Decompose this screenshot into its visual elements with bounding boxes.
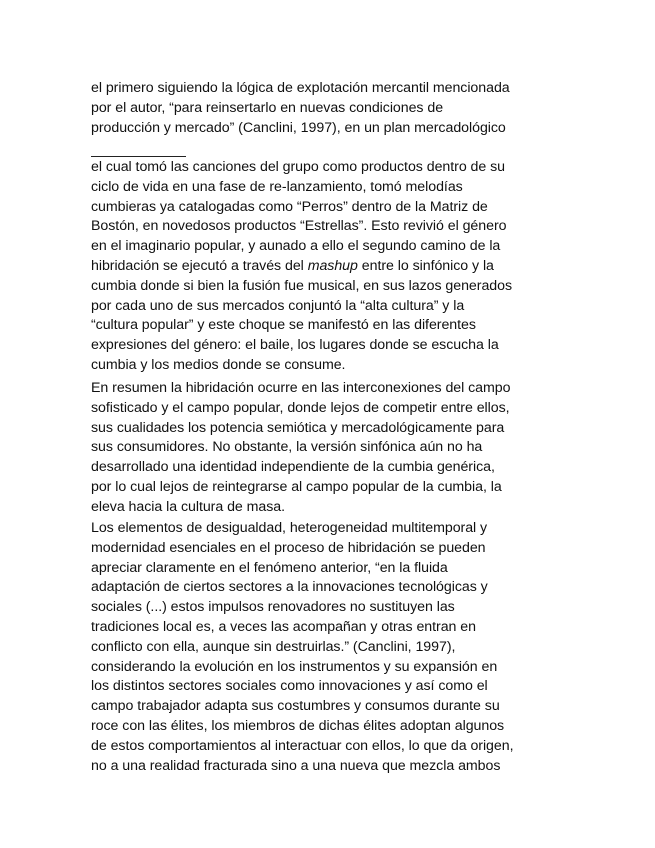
- text-line: no a una realidad fracturada sino a una nueva que mezcla ambos: [91, 757, 501, 774]
- paragraph-1: [91, 79, 571, 138]
- text-line: eleva hacia la cultura de masa.: [91, 498, 286, 515]
- text-line: conflicto con ella, aunque sin destruirlas.” (Canclini, 1997),: [91, 638, 456, 655]
- text-line: producción y mercado” (Canclini, 1997), en un plan mercadológico: [91, 119, 506, 136]
- italic-term: mashup: [307, 257, 358, 274]
- text-line: tradiciones local es, a veces las acompañan y otras entran en: [91, 618, 476, 635]
- text-line: “cultura popular” y este choque se manifestó en las diferentes: [91, 317, 476, 334]
- text-line: apreciar claramente en el fenómeno anterior, “en la fluida: [91, 559, 448, 576]
- text-line: Los elementos de desigualdad, heterogeneidad multitemporal y: [91, 520, 488, 536]
- text-line: En resumen la hibridación ocurre en las interconexiones del campo: [91, 380, 511, 396]
- text-line: el cual tomó las canciones del grupo como productos dentro de su: [91, 159, 506, 175]
- text-line: cumbia y los medios donde se consume.: [91, 356, 346, 373]
- text-line: cumbia donde si bien la fusión fue musical, en sus lazos generados: [91, 277, 513, 294]
- text-line: sus cualidades los potencia semiótica y mercadológicamente para: [91, 419, 505, 436]
- text-line: adaptación de ciertos sectores a la innovaciones tecnológicas y: [91, 579, 488, 596]
- paragraph-4: [91, 519, 571, 776]
- text-line: campo trabajador adapta sus costumbres y consumos durante su: [91, 698, 500, 715]
- text-line: de estos comportamientos al interactuar con ellos, lo que da origen,: [91, 737, 514, 754]
- text-line: Bostón, en novedosos productos “Estrellas”. Esto revivió el género: [91, 218, 507, 235]
- text-line: considerando la evolución en los instrumentos y su expansión en: [91, 658, 498, 675]
- text-segment: hibridación se ejecutó a través del: [91, 257, 304, 274]
- text-line: por el autor, “para reinsertarlo en nuevas condiciones de: [91, 99, 444, 116]
- text-line: por cada uno de sus mercados conjuntó la “alta cultura” y la: [91, 297, 465, 314]
- paragraph-3: [91, 379, 571, 518]
- text-line: cumbieras ya catalogadas como “Perros” dentro de la Matriz de: [91, 198, 488, 215]
- text-line: expresiones del género: el baile, los lugares donde se escucha la: [91, 337, 499, 354]
- text-line: sofisticado y el campo popular, donde lejos de competir entre ellos,: [91, 399, 510, 416]
- text-line: sociales (...) estos impulsos renovadores no sustituyen las: [91, 599, 455, 616]
- text-line: el primero siguiendo la lógica de explotación mercantil mencionada: [91, 80, 510, 96]
- text-line: en el imaginario popular, y aunado a ello el segundo camino de la: [91, 238, 501, 255]
- text-line: por lo cual lejos de reintegrarse al campo popular de la cumbia, la: [91, 478, 502, 495]
- text-line: modernidad esenciales en el proceso de hibridación se pueden: [91, 539, 486, 556]
- text-line: ciclo de vida en una fase de re-lanzamiento, tomó melodías: [91, 178, 463, 195]
- text-line: desarrollado una identidad independiente de la cumbia genérica,: [91, 459, 495, 476]
- text-line-mixed: [91, 257, 571, 277]
- text-line: sus consumidores. No obstante, la versión sinfónica aún no ha: [91, 439, 483, 456]
- text-line: los distintos sectores sociales como innovaciones y así como el: [91, 678, 488, 695]
- text-segment: entre lo sinfónico y la: [357, 257, 494, 274]
- paragraph-2: [91, 158, 571, 376]
- text-line: roce con las élites, los miembros de dichas élites adoptan algunos: [91, 717, 505, 734]
- separator-rule: [91, 156, 186, 157]
